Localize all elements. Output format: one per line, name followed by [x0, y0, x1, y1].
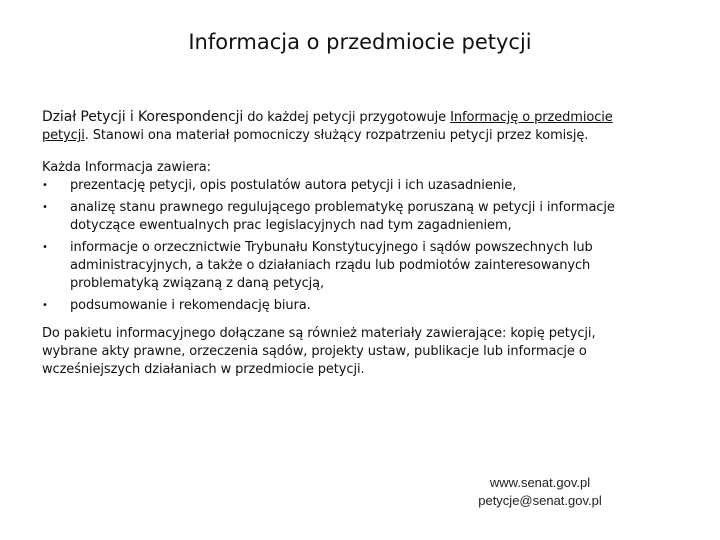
- intro-paragraph: [42, 108, 642, 145]
- bullet-icon: •: [42, 300, 48, 311]
- footer-contact: [440, 474, 640, 510]
- list-item-text: prezentację petycji, opis postulatów autora petycji i ich uzasadnienie,: [70, 178, 517, 193]
- bullet-icon: •: [42, 242, 48, 253]
- list-item: [42, 297, 642, 315]
- list-item: [42, 177, 642, 195]
- list-item-text: analizę stanu prawnego regulującego problematykę poruszaną w petycji i informacje dotyczące ewentualnych prac legislacyjnych nad tym zagadnieniem,: [70, 200, 615, 233]
- intro-text-1: do każdej petycji przygotowuje: [243, 110, 451, 125]
- department-name: Dział Petycji i Korespondencji: [42, 109, 244, 125]
- document-name: Informację o przedmiocie petycji: [42, 110, 613, 143]
- website-link[interactable]: www.senat.gov.pl: [489, 475, 591, 490]
- page-title: Informacja o przedmiocie petycji: [188, 30, 532, 54]
- email-link[interactable]: petycje@senat.gov.pl: [478, 493, 602, 508]
- main-content: [42, 108, 642, 379]
- intro-text-2: . Stanowi ona materiał pomocniczy służący rozpatrzeniu petycji przez komisję.: [84, 128, 589, 143]
- list-item-text: informacje o orzecznictwie Trybunału Konstytucyjnego i sądów powszechnych lub administracyjnych, a także o działaniach rządu lub podmiotów zainteresowanych problematyką związaną z daną petycją,: [70, 240, 593, 291]
- list-item: [42, 239, 642, 293]
- contents-list: [42, 177, 642, 315]
- bullet-icon: •: [42, 202, 48, 213]
- list-item: [42, 199, 642, 235]
- bullet-icon: •: [42, 180, 48, 191]
- attachments-paragraph: Do pakietu informacyjnego dołączane są również materiały zawierające: kopię petycji, wybrane akty prawne, orzeczenia sądów, projekty ustaw, publikacje lub informacje o wcześniejszych działaniach w przedmiocie petycji.: [42, 326, 596, 377]
- contents-heading: Każda Informacja zawiera:: [42, 160, 211, 175]
- list-item-text: podsumowanie i rekomendację biura.: [70, 298, 311, 313]
